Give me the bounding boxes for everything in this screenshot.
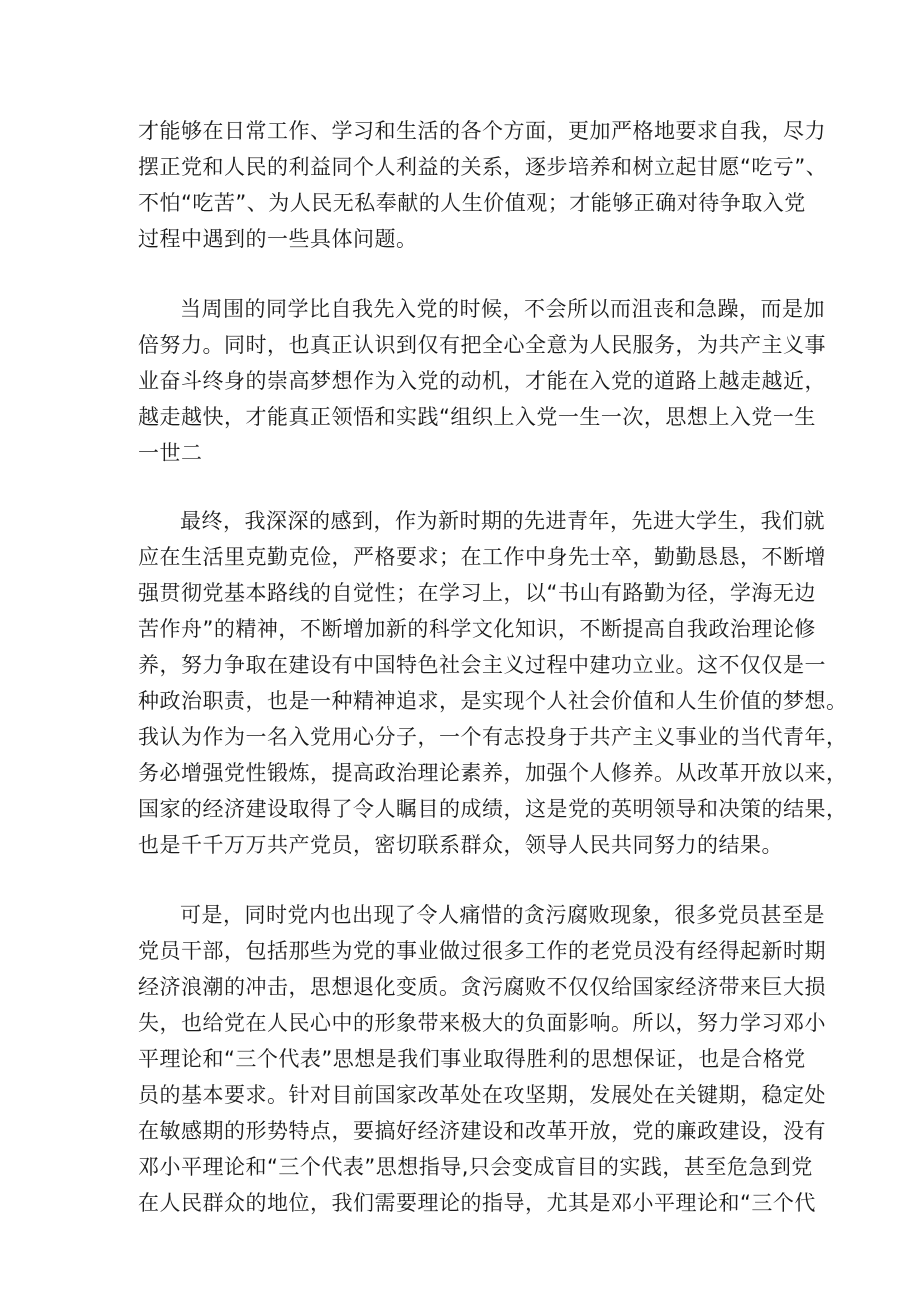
paragraph-4-line-7: 在敏感期的形势特点，要搞好经济建设和改革开放，党的廉政建设，没有 [138, 1119, 826, 1143]
paragraph-2-line-4: 越走越快，才能真正领悟和实践“组织上入党一生一次，思想上入党一生 [138, 405, 816, 429]
paragraph-2-line-2: 倍努力。同时，也真正认识到仅有把全心全意为人民服务，为共产主义事 [138, 333, 826, 357]
paragraph-2-line-1: 当周围的同学比自我先入党的时候，不会所以而沮丧和急躁，而是加 [180, 297, 825, 321]
paragraph-4-line-3: 经济浪潮的冲击，思想退化变质。贪污腐败不仅仅给国家经济带来巨大损 [138, 975, 826, 999]
paragraph-2-line-5: 一世二 [138, 441, 203, 465]
paragraph-3-line-6: 种政治职责，也是一种精神追求，是实现个人社会价值和人生价值的梦想。 [138, 689, 848, 713]
paragraph-4-line-1: 可是，同时党内也出现了令人痛惜的贪污腐败现象，很多党员甚至是 [180, 903, 825, 927]
paragraph-3-line-3: 强贯彻党基本路线的自觉性；在学习上，以“书山有路勤为径，学海无边 [138, 581, 816, 605]
paragraph-4-line-2: 党员干部，包括那些为党的事业做过很多工作的老党员没有经得起新时期 [138, 939, 826, 963]
paragraph-3-line-7: 我认为作为一名入党用心分子，一个有志投身于共产主义事业的当代青年， [138, 725, 848, 749]
paragraph-1-line-2: 摆正党和人民的利益同个人利益的关系，逐步培养和树立起甘愿“吃亏”、 [138, 155, 828, 179]
paragraph-3-line-5: 养，努力争取在建设有中国特色社会主义过程中建功立业。这不仅仅是一 [138, 653, 826, 677]
paragraph-3-line-9: 国家的经济建设取得了令人瞩目的成绩，这是党的英明领导和决策的结果， [138, 797, 848, 821]
paragraph-4-line-9: 在人民群众的地位，我们需要理论的指导，尤其是邓小平理论和“三个代 [138, 1191, 816, 1215]
paragraph-1-line-1: 才能够在日常工作、学习和生活的各个方面，更加严格地要求自我，尽力 [138, 119, 826, 143]
paragraph-2-line-3: 业奋斗终身的崇高梦想作为入党的动机，才能在入党的道路上越走越近， [138, 369, 826, 393]
paragraph-4-line-6: 员的基本要求。针对目前国家改革处在攻坚期，发展处在关键期，稳定处 [138, 1083, 826, 1107]
paragraph-3-line-2: 应在生活里克勤克俭，严格要求；在工作中身先士卒，勤勤恳恳，不断增 [138, 545, 826, 569]
paragraph-4-line-5: 平理论和“三个代表”思想是我们事业取得胜利的思想保证，也是合格党 [138, 1047, 806, 1071]
paragraph-4-line-8: 邓小平理论和“三个代表”思想指导,只会变成盲目的实践，甚至危急到党 [138, 1155, 813, 1179]
paragraph-1-line-3: 不怕“吃苦”、为人民无私奉献的人生价值观；才能够正确对待争取入党 [138, 191, 806, 215]
paragraph-3-line-10: 也是千千万万共产党员，密切联系群众，领导人民共同努力的结果。 [138, 833, 783, 857]
paragraph-3-line-4: 苦作舟”的精神，不断增加新的科学文化知识，不断提高自我政治理论修 [138, 617, 816, 641]
paragraph-3-line-1: 最终，我深深的感到，作为新时期的先进青年，先进大学生，我们就 [180, 509, 825, 533]
paragraph-3-line-8: 务必增强党性锻炼，提高政治理论素养，加强个人修养。从改革开放以来， [138, 761, 848, 785]
paragraph-4-line-4: 失，也给党在人民心中的形象带来极大的负面影响。所以，努力学习邓小 [138, 1011, 826, 1035]
paragraph-1-line-4: 过程中遇到的一些具体问题。 [138, 227, 418, 251]
